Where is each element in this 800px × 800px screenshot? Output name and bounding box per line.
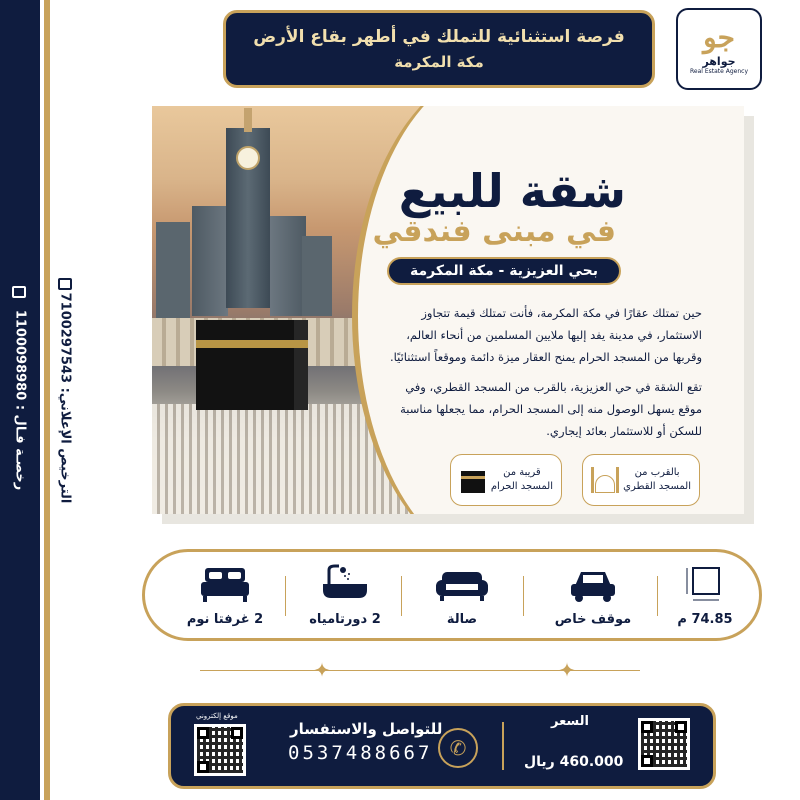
logo-name: جواهر [702,55,736,68]
listing-card [152,106,744,514]
feature-parking [543,564,643,634]
sofa-icon [432,564,492,604]
location-pill: بحي العزيزية - مكة المكرمة [387,257,621,285]
badge-near-haram [450,454,562,506]
car-icon [563,564,623,604]
feature-label: 2 غرفتا نوم [186,612,264,627]
card-title: شقة للبيع [398,164,626,218]
feature-label: 2 دورتامياه [309,612,381,627]
license-icon [12,286,26,298]
website-label: موقع إلكتروني [196,712,238,720]
header-line1: فرصة استثنائية للتملك في أطهر بقاع الأرض [253,27,625,47]
logo-tagline: Real Estate Agency [690,68,748,75]
feature-label: موقف خاص [554,612,632,627]
badge-line: بالقرب من [634,467,680,478]
contact-label: للتواصل والاستفسار [290,720,443,738]
feature-area [665,564,745,634]
separator [657,576,658,616]
badge-line: المسجد القطري [623,481,691,492]
price-label: السعر [551,714,589,729]
clock-face-icon [236,146,260,170]
badge-text [623,466,691,494]
card-subtitle: في مبنى فندقي [372,214,616,249]
price-qr-code[interactable] [638,718,690,770]
star-ornament-icon: ✦ [313,658,331,682]
kaaba-band [196,340,308,348]
feature-label: 74.85 م [677,612,733,627]
features-bar [142,549,762,641]
separator [401,576,402,616]
feature-bedrooms [173,564,277,634]
mosque-icon [591,465,619,495]
header-banner [223,10,655,88]
badge-near-qatari-mosque [582,454,700,506]
phone-icon[interactable]: ✆ [438,728,478,768]
fal-license-text: رخصـة فـال : 1100098980 [12,309,28,491]
tower-shape [270,216,306,316]
price-value: 460.000 ريال [524,754,624,770]
bed-icon [195,564,255,604]
separator [285,576,286,616]
logo-mark: جو [703,21,735,54]
separator [523,576,524,616]
kaaba-shape [196,320,294,410]
description-paragraph-2: تقع الشقة في حي العزيزية، بالقرب من المسجد القطري، وفي موقع يسهل الوصول منه إلى المسجد الحرام، مما يجعلها مناسبة للسكن أو للاستثمار بعائد إيجاري. [400,380,702,438]
feature-bathrooms [297,564,393,634]
tower-shape [192,206,228,316]
left-gold-line [44,0,50,800]
badge-text [491,466,553,494]
ad-license-icon [58,278,72,290]
badge-line: قريبة من [503,467,541,478]
star-ornament-icon: ✦ [558,658,576,682]
tower-shape [156,222,190,318]
website-qr-code[interactable] [194,724,246,776]
description-paragraph-1: حين تمتلك عقارًا في مكة المكرمة، فأنت تمتلك قيمة تتجاوز الاستثمار، في مدينة يفد إليها ملايين المسلمين من أنحاء العالم، وقربها من المسجد الحرام يمنح العقار ميزة دائمة وموقعاً استثنائيًا. [389,306,702,364]
badge-line: المسجد الحرام [490,481,553,492]
ad-license-text: الترخيص الإعلاني: 7100297543 [57,292,73,504]
clock-spire [244,108,252,132]
header-line2: مكة المكرمة [394,53,484,71]
feature-hall [417,564,507,634]
brand-logo [676,8,762,90]
kaaba-icon [459,465,487,495]
area-icon [675,564,735,604]
contact-phone[interactable]: 0537488667 [288,742,433,764]
tower-shape [302,236,332,316]
feature-label: صالة [446,612,478,627]
contact-separator [502,722,504,770]
bathtub-icon [315,564,375,604]
